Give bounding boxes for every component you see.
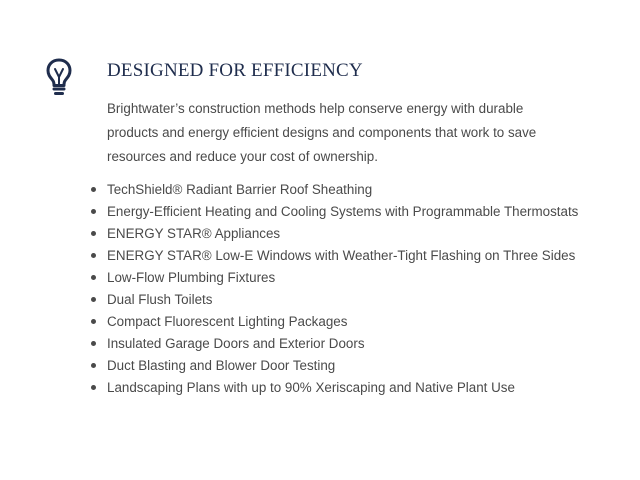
feature-item: ENERGY STAR® Low-E Windows with Weather-Tight Flashing on Three Sides (107, 245, 602, 267)
feature-item: Low-Flow Plumbing Fixtures (107, 267, 602, 289)
feature-item: Insulated Garage Doors and Exterior Doors (107, 333, 602, 355)
feature-item: Landscaping Plans with up to 90% Xeriscaping and Native Plant Use (107, 377, 602, 399)
feature-item: TechShield® Radiant Barrier Roof Sheathing (107, 179, 602, 201)
feature-item: Duct Blasting and Blower Door Testing (107, 355, 602, 377)
feature-item: Compact Fluorescent Lighting Packages (107, 311, 602, 333)
feature-item: Energy-Efficient Heating and Cooling Systems with Programmable Thermostats (107, 201, 602, 223)
features-list (107, 179, 602, 399)
lightbulb-icon (44, 57, 74, 97)
section-heading: DESIGNED FOR EFFICIENCY (107, 60, 363, 81)
section-intro: Brightwater’s construction methods help conserve energy with durable products and energy efficient designs and components that work to save resources and reduce your cost of ownership. (107, 101, 537, 164)
feature-item: ENERGY STAR® Appliances (107, 223, 602, 245)
feature-item: Dual Flush Toilets (107, 289, 602, 311)
